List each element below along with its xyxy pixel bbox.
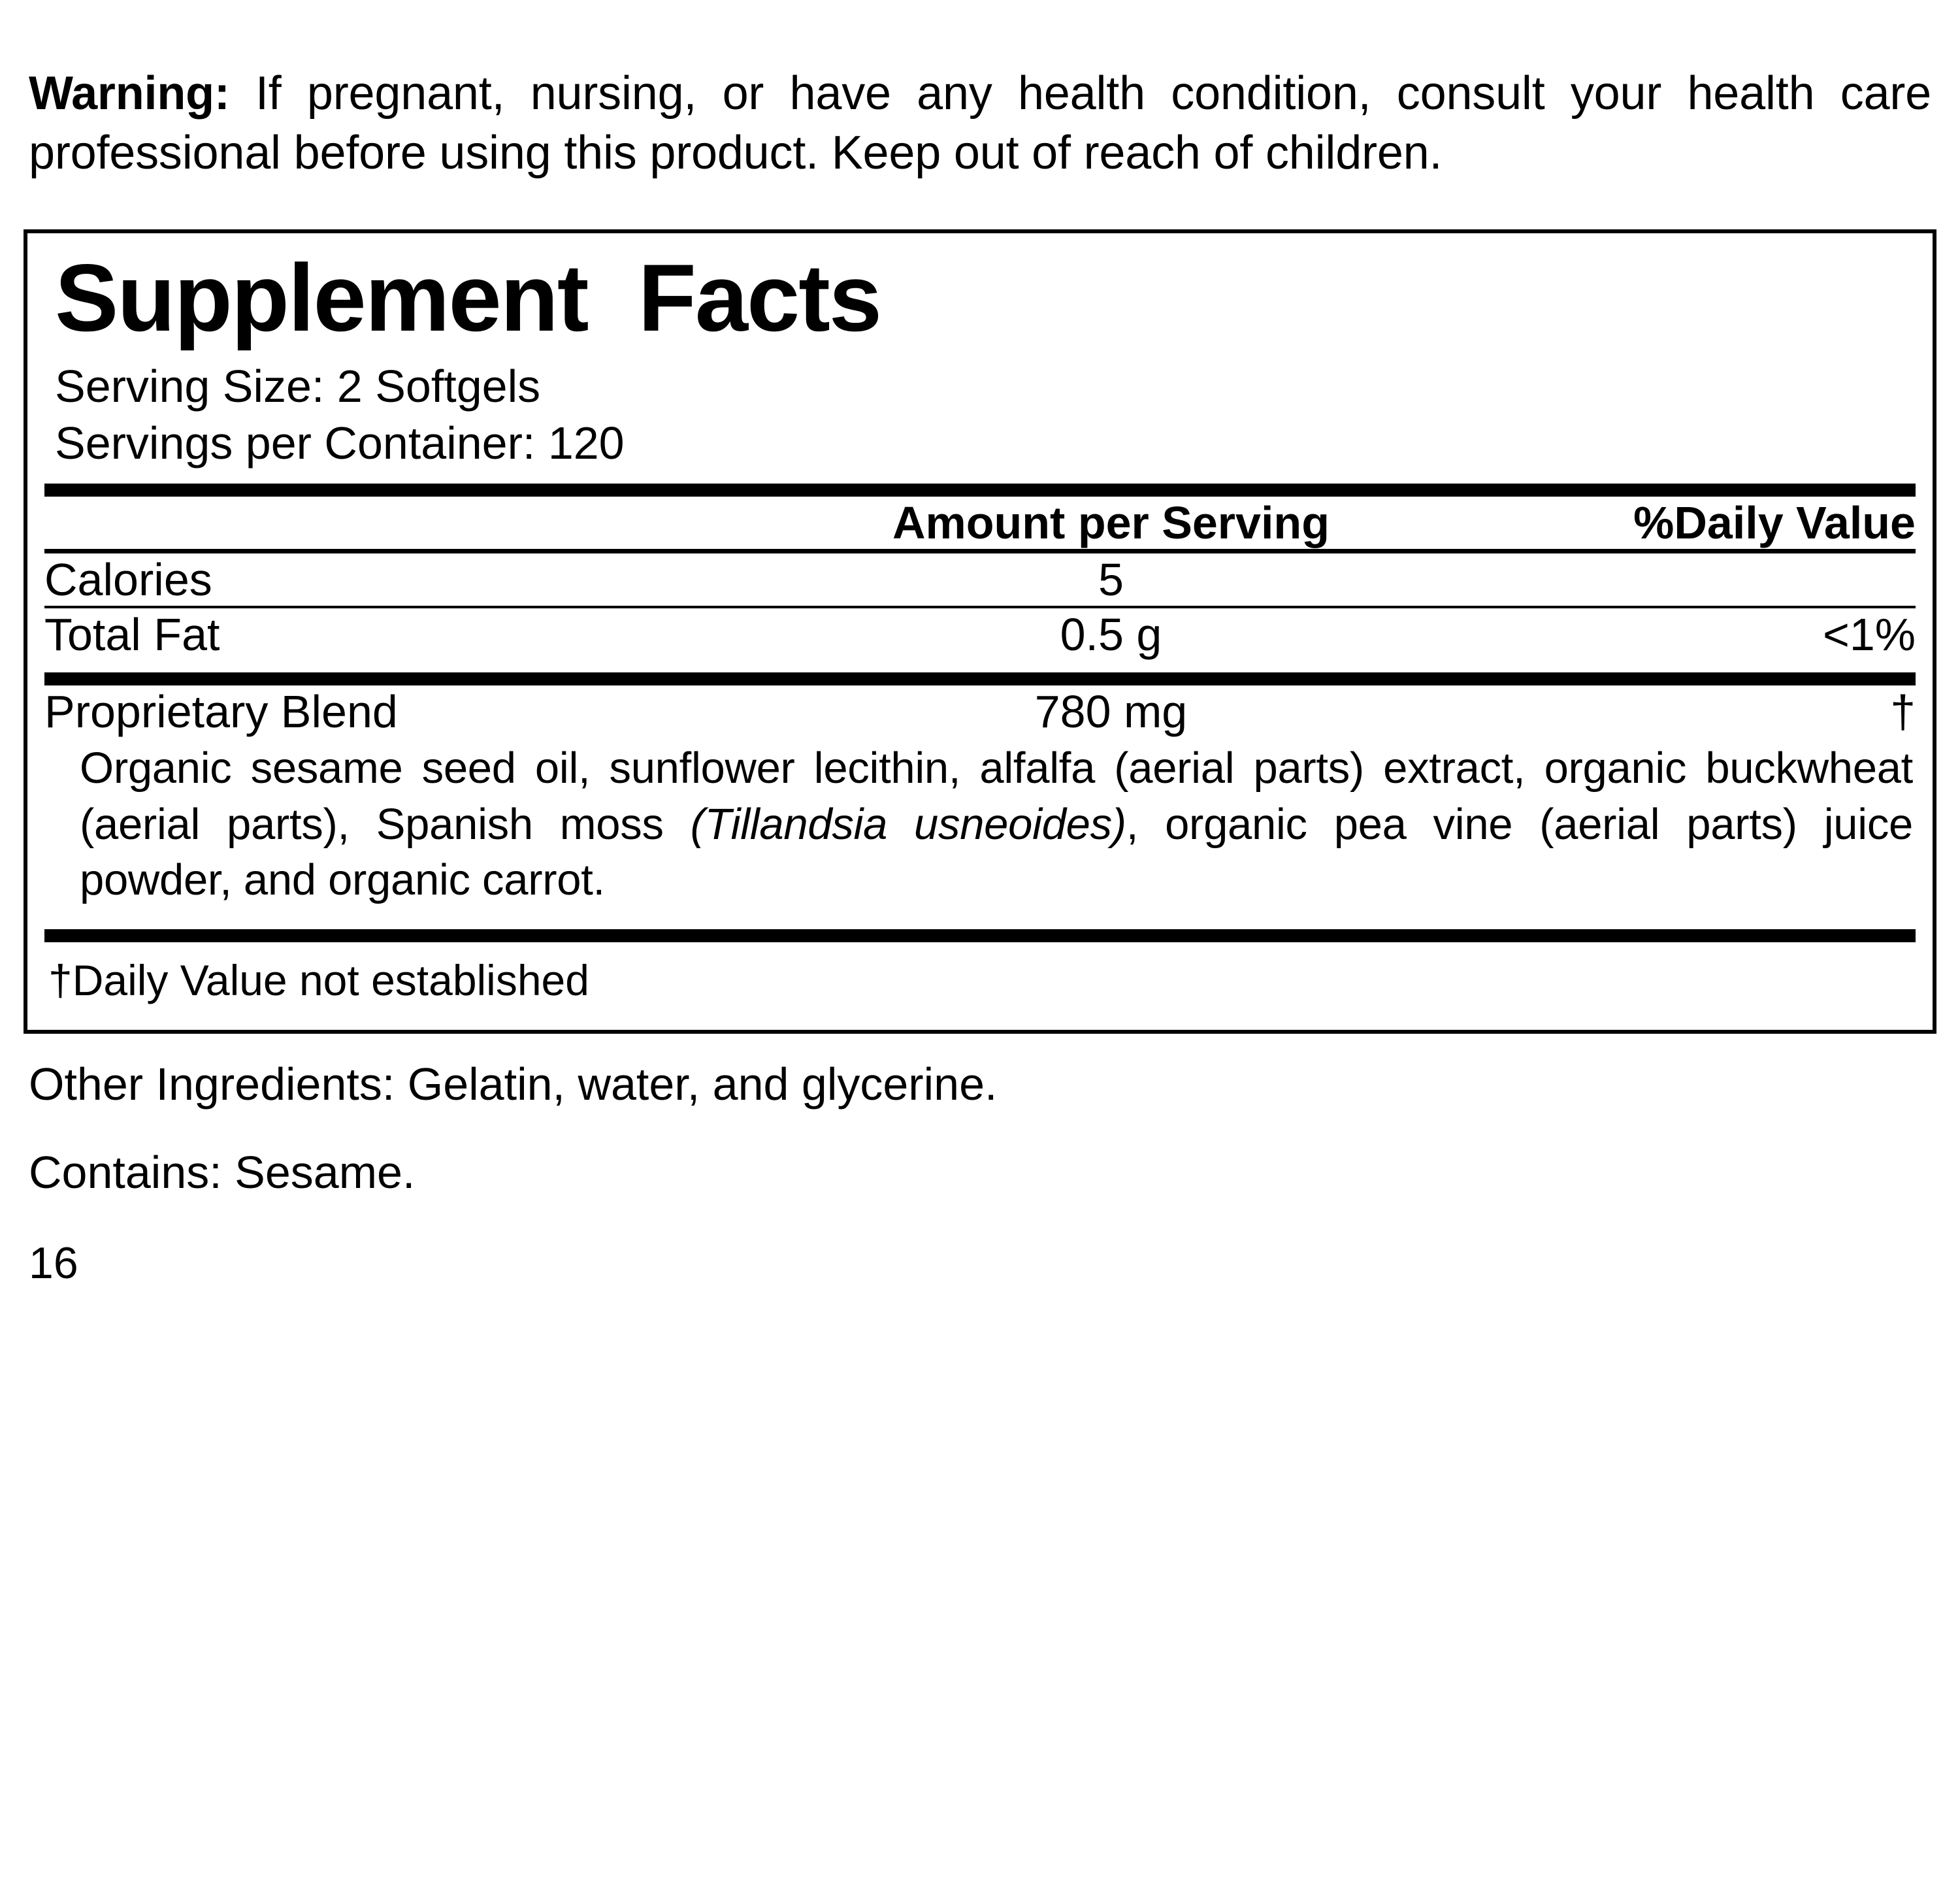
table-row — [44, 553, 1916, 606]
blend-description — [44, 738, 1916, 917]
row-name-proprietary-blend: Proprietary Blend — [44, 685, 398, 737]
warning-text: If pregnant, nursing, or have any health condition, consult your health care professional before using this product. Keep out of reach of children. — [29, 67, 1931, 179]
supplement-facts-panel — [24, 229, 1936, 1033]
facts-rows-calories — [44, 553, 1916, 606]
daily-value-footnote: †Daily Value not established — [48, 956, 589, 1005]
page-number: 16 — [29, 1238, 78, 1288]
divider-thick-top — [44, 484, 1916, 497]
serving-size: Serving Size: 2 Softgels — [55, 361, 541, 412]
warning-paragraph — [24, 47, 1936, 182]
table-row — [44, 608, 1916, 661]
blend-description-part2: , organic pea vine (aerial parts) juice powder, and organic carrot. — [80, 799, 1913, 905]
table-row — [44, 685, 1916, 738]
servings-per-container: Servings per Container: 120 — [55, 417, 625, 469]
facts-rows-proprietary-blend — [44, 685, 1916, 738]
row-amount-calories: 5 — [1098, 553, 1124, 605]
supplement-facts-title: Supplement Facts — [55, 244, 881, 352]
header-amount-per-serving: Amount per Serving — [892, 497, 1330, 548]
row-dv-calories — [1467, 553, 1916, 606]
supplement-label-page — [0, 47, 1960, 1878]
facts-table — [44, 497, 1916, 549]
row-amount-proprietary-blend: 780 mg — [1034, 685, 1188, 737]
row-amount-total-fat: 0.5 g — [1060, 608, 1162, 660]
other-ingredients: Other Ingredients: Gelatin, water, and glycerine. — [29, 1058, 998, 1110]
blend-description-part1: Organic sesame seed oil, sunflower lecithin, alfalfa (aerial parts) extract, organic buckwheat (aerial parts), Spanish moss — [80, 743, 1913, 849]
warning-label: Warning: — [29, 67, 230, 120]
row-name-calories: Calories — [44, 553, 212, 605]
blend-description-italic: (Tillandsia usneoides) — [690, 799, 1126, 849]
divider-under-header — [44, 549, 1916, 553]
divider-thick-mid — [44, 672, 1916, 685]
table-header-row — [44, 497, 1916, 549]
row-name-total-fat: Total Fat — [44, 608, 220, 660]
header-daily-value: %Daily Value — [1633, 497, 1916, 548]
divider-thick-bottom — [44, 929, 1916, 942]
facts-rows-total-fat — [44, 608, 1916, 661]
header-name — [44, 497, 755, 549]
row-dv-proprietary-blend: † — [1890, 685, 1916, 737]
contains-statement: Contains: Sesame. — [29, 1146, 416, 1198]
row-dv-total-fat: <1% — [1822, 608, 1916, 660]
